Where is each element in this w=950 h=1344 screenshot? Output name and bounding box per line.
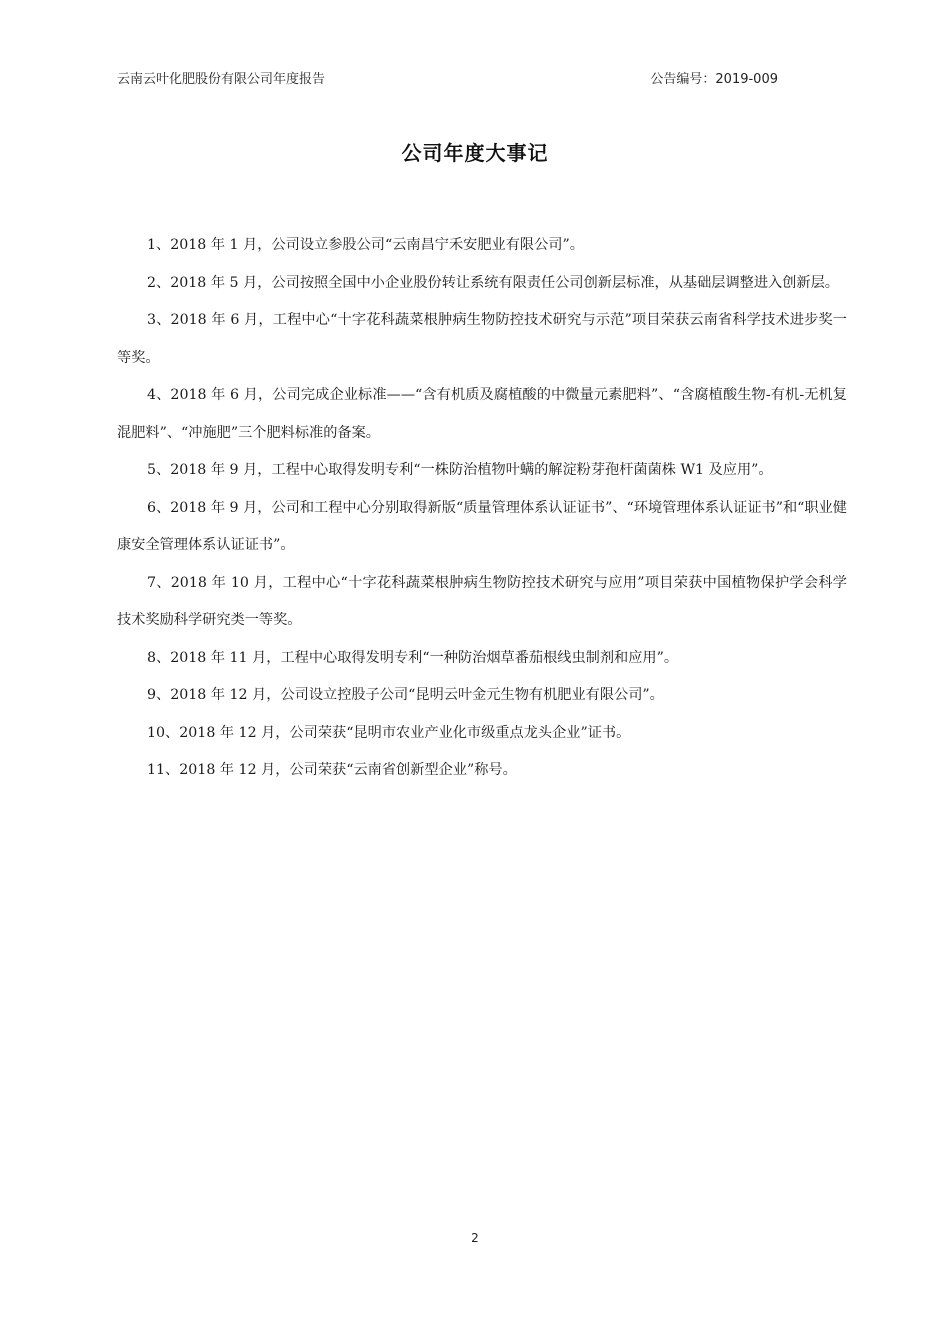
page-header — [117, 68, 778, 90]
event-item: 6、2018 年 9 月，公司和工程中心分别取得新版“质量管理体系认证证书”、“环境管理体系认证证书”和“职业健康安全管理体系认证证书”。 — [117, 499, 847, 553]
event-item: 10、2018 年 12 月，公司荣获“昆明市农业产业化市级重点龙头企业”证书。 — [147, 724, 631, 741]
event-item: 9、2018 年 12 月，公司设立控股子公司“昆明云叶金元生物有机肥业有限公司”。 — [147, 687, 664, 703]
events-list — [117, 227, 847, 790]
header-company-report: 云南云叶化肥股份有限公司年度报告 — [117, 72, 326, 87]
event-item: 2、2018 年 5 月，公司按照全国中小企业股份转让系统有限责任公司创新层标准，从基础层调整进入创新层。 — [147, 274, 839, 291]
event-item: 1、2018 年 1 月，公司设立参股公司“云南昌宁禾安肥业有限公司”。 — [147, 237, 584, 253]
event-item: 5、2018 年 9 月，工程中心取得发明专利“一株防治植物叶螨的解淀粉芽孢杆菌菌株 W1 及应用”。 — [147, 462, 773, 478]
event-item: 4、2018 年 6 月，公司完成企业标准——“含有机质及腐植酸的中微量元素肥料”、“含腐植酸生物-有机-无机复混肥料”、“冲施肥”三个肥料标准的备案。 — [117, 387, 847, 441]
page-number: 2 — [471, 1231, 479, 1245]
event-item: 8、2018 年 11 月，工程中心取得发明专利“一种防治烟草番茄根线虫制剂和应用”。 — [147, 649, 679, 666]
page-title: 公司年度大事记 — [401, 141, 549, 165]
event-item: 3、2018 年 6 月，工程中心“十字花科蔬菜根肿病生物防控技术研究与示范”项目荣获云南省科学技术进步奖一等奖。 — [117, 312, 847, 366]
event-item: 7、2018 年 10 月，工程中心“十字花科蔬菜根肿病生物防控技术研究与应用”项目荣获中国植物保护学会科学技术奖励科学研究类一等奖。 — [117, 574, 847, 628]
event-item: 11、2018 年 12 月，公司荣获“云南省创新型企业”称号。 — [147, 762, 517, 778]
header-divider — [117, 92, 778, 93]
header-announcement-number: 公告编号：2019-009 — [650, 72, 778, 87]
